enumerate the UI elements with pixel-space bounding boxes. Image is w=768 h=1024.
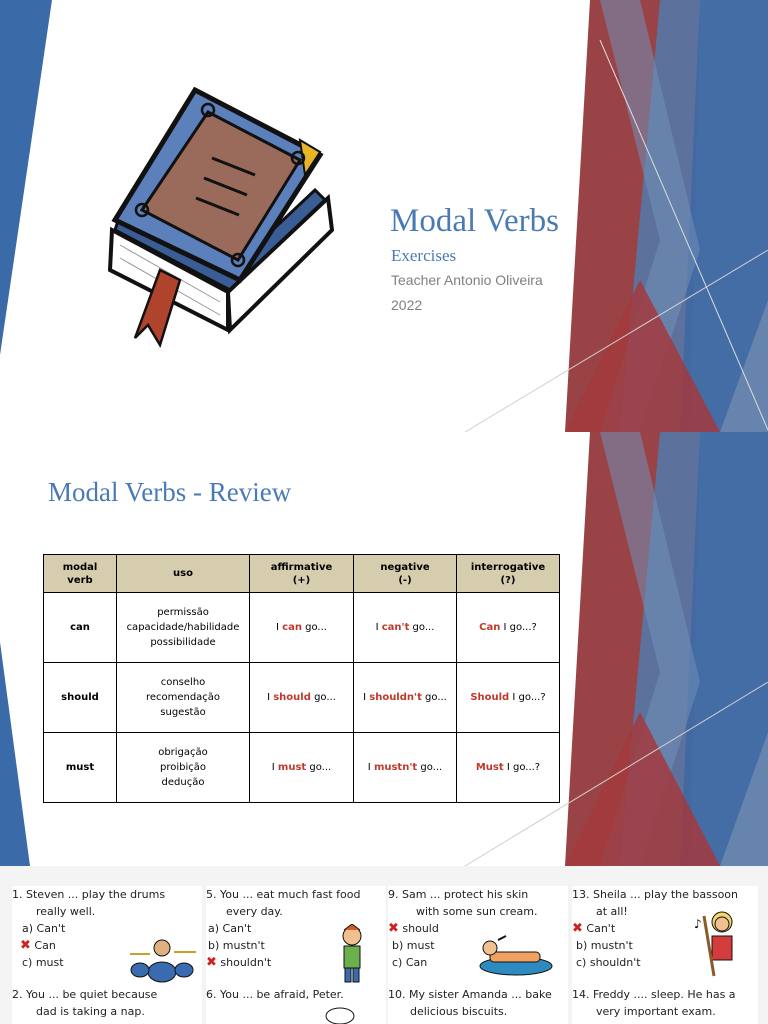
option-label: shouldn't	[220, 956, 272, 969]
modal-verb-cell: should	[44, 663, 117, 733]
modal-verb-cell: must	[44, 733, 117, 803]
fast-food-boy-icon	[330, 924, 380, 986]
presentation-year: 2022	[391, 297, 423, 313]
affirmative-cell	[250, 733, 354, 803]
uso-item: permissão	[157, 607, 209, 618]
exercise-item	[12, 986, 202, 1024]
modal-word: shouldn't	[369, 692, 422, 703]
question-line: You ... be quiet because	[26, 988, 158, 1001]
option-a[interactable]: a) Can't	[208, 922, 252, 935]
interrogative-cell	[457, 663, 560, 733]
option-c[interactable]: c) Can	[392, 956, 428, 969]
question-line: Steven ... play the drums	[26, 888, 166, 901]
question-text	[388, 886, 568, 903]
question-line: Freddy .... sleep. He has a	[593, 988, 736, 1001]
pronoun: I	[367, 762, 374, 773]
drummer-icon	[122, 934, 202, 984]
verb-tail: go...	[409, 622, 435, 633]
question-line: very important exam.	[596, 1005, 716, 1018]
pronoun: I	[363, 692, 370, 703]
verb-tail: go...	[421, 692, 447, 703]
header-label: interrogative (?)	[470, 561, 546, 586]
pronoun: I	[276, 622, 283, 633]
question-line: with some sun cream.	[416, 905, 538, 918]
modal-word: Must	[475, 762, 504, 773]
verb-tail: go...	[417, 762, 443, 773]
svg-text:♪: ♪	[694, 917, 702, 931]
modal-word: Can	[479, 622, 501, 633]
table-row	[44, 593, 560, 663]
verb-tail: I go...?	[500, 622, 537, 633]
exercise-worksheet	[0, 866, 768, 1024]
presentation-subtitle: Exercises	[391, 246, 457, 265]
exercise-item	[572, 986, 758, 1024]
negative-cell	[354, 733, 457, 803]
uso-cell	[117, 663, 250, 733]
option-label: should	[402, 922, 439, 935]
question-number: 10.	[388, 988, 406, 1001]
cross-mark-icon: ✖	[20, 938, 31, 953]
question-number: 9.	[388, 888, 399, 901]
modal-word: should	[273, 692, 311, 703]
header-label: modal verb	[62, 561, 98, 586]
question-line: at all!	[596, 905, 628, 918]
question-line: My sister Amanda ... bake	[409, 988, 552, 1001]
exercise-item	[388, 986, 568, 1024]
option-c[interactable]: c) shouldn't	[576, 956, 641, 969]
question-line: really well.	[36, 905, 96, 918]
interrogative-cell	[457, 593, 560, 663]
table-row	[44, 733, 560, 803]
header-label: affirmative (+)	[270, 561, 333, 586]
verb-tail: I go...?	[503, 762, 541, 773]
header-affirmative	[250, 555, 354, 593]
uso-cell	[117, 593, 250, 663]
modal-verbs-table	[43, 554, 560, 803]
exercise-item	[206, 986, 386, 1024]
uso-item: obrigação	[158, 747, 208, 758]
question-number: 2.	[12, 988, 23, 1001]
uso-item: recomendação	[145, 692, 221, 703]
question-text	[206, 986, 386, 1003]
book-illustration	[100, 80, 340, 355]
negative-cell	[354, 663, 457, 733]
table-header-row	[44, 555, 560, 593]
modal-word: mustn't	[373, 762, 418, 773]
exercise-item	[572, 886, 758, 986]
question-line: You ... eat much fast food	[220, 888, 361, 901]
header-label: uso	[173, 568, 193, 579]
question-line: Sheila ... play the bassoon	[593, 888, 739, 901]
question-line: dad is taking a nap.	[36, 1005, 145, 1018]
question-line: Sam ... protect his skin	[402, 888, 529, 901]
uso-item: dedução	[161, 777, 205, 788]
title-slide	[0, 0, 768, 432]
cross-mark-icon: ✖	[572, 921, 583, 936]
option-b[interactable]: b) mustn't	[208, 939, 265, 952]
negative-cell	[354, 593, 457, 663]
author-name: Teacher Antonio Oliveira	[391, 272, 543, 288]
question-number: 13.	[572, 888, 590, 901]
verb-tail: I go...?	[509, 692, 546, 703]
cartoon-fragment-icon	[314, 1004, 374, 1024]
option-label: Can't	[586, 922, 616, 935]
question-line: every day.	[226, 905, 283, 918]
exercise-item	[206, 886, 386, 986]
presentation-title: Modal Verbs	[390, 203, 559, 239]
pronoun: I	[267, 692, 274, 703]
uso-item: proibição	[159, 762, 206, 773]
verb-tail: go...	[306, 762, 332, 773]
question-text	[12, 886, 202, 903]
option-b[interactable]: b) must	[392, 939, 435, 952]
uso-item: conselho	[160, 677, 206, 688]
modal-word: can't	[381, 622, 410, 633]
question-line: delicious biscuits.	[410, 1005, 508, 1018]
question-number: 14.	[572, 988, 590, 1001]
bassoon-girl-icon	[692, 906, 752, 986]
question-line: You ... be afraid, Peter.	[220, 988, 344, 1001]
exercise-item	[388, 886, 568, 986]
header-modal-verb	[44, 555, 117, 593]
option-b[interactable]: b) mustn't	[576, 939, 633, 952]
uso-cell	[117, 733, 250, 803]
question-number: 1.	[12, 888, 23, 901]
exercise-item	[12, 886, 202, 986]
header-label: negative (-)	[380, 561, 430, 586]
header-uso	[117, 555, 250, 593]
option-c[interactable]: c) must	[22, 956, 64, 969]
affirmative-cell	[250, 663, 354, 733]
question-text	[572, 986, 758, 1003]
verb-tail: go...	[310, 692, 336, 703]
interrogative-cell	[457, 733, 560, 803]
cross-mark-icon: ✖	[388, 921, 399, 936]
review-slide	[0, 432, 768, 866]
uso-item: sugestão	[160, 707, 206, 718]
question-text	[572, 886, 758, 903]
uso-item: capacidade/habilidade	[126, 622, 240, 633]
option-label: Can	[34, 939, 56, 952]
uso-item: possibilidade	[150, 637, 216, 648]
table-row	[44, 663, 560, 733]
header-negative	[354, 555, 457, 593]
pronoun: I	[271, 762, 278, 773]
pronoun: I	[375, 622, 382, 633]
modal-word: can	[282, 622, 302, 633]
question-text	[388, 986, 568, 1003]
question-number: 5.	[206, 888, 217, 901]
modal-word: Should	[470, 692, 510, 703]
verb-tail: go...	[301, 622, 327, 633]
header-interrogative	[457, 555, 560, 593]
cross-mark-icon: ✖	[206, 955, 217, 970]
question-text	[206, 886, 386, 903]
option-a[interactable]: a) Can't	[22, 922, 66, 935]
question-number: 6.	[206, 988, 217, 1001]
affirmative-cell	[250, 593, 354, 663]
review-title: Modal Verbs - Review	[48, 477, 292, 507]
modal-verb-cell: can	[44, 593, 117, 663]
sunbathing-man-icon	[476, 934, 556, 979]
question-text	[12, 986, 202, 1003]
modal-word: must	[277, 762, 307, 773]
